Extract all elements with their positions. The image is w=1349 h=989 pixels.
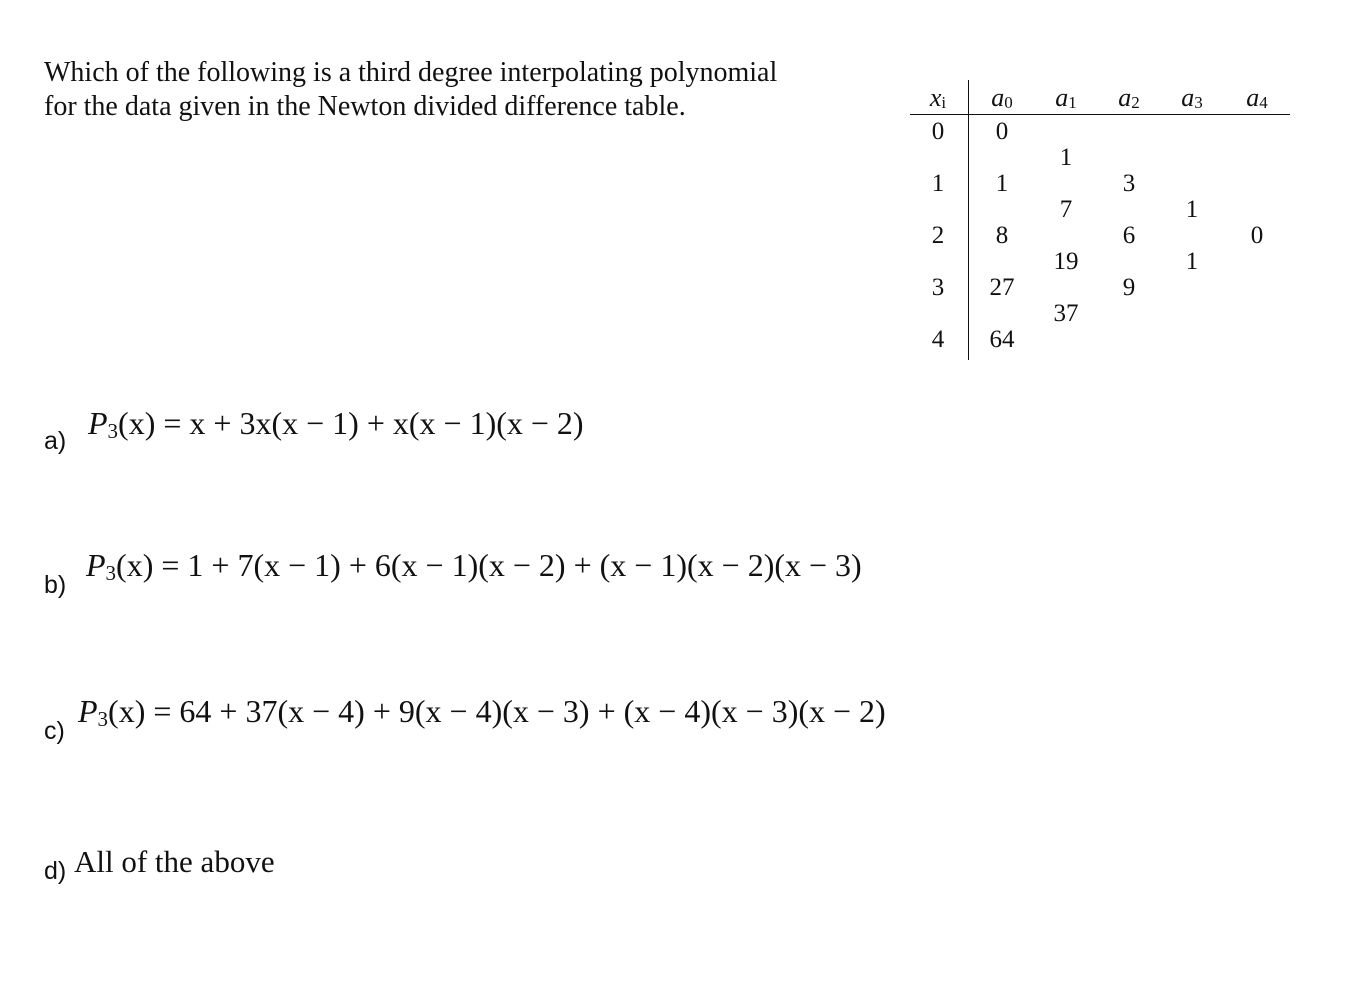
option-a-formula: [88, 404, 584, 446]
a2-cell: 3: [1122, 170, 1136, 197]
option-a-rhs: = x + 3x(x − 1) + x(x − 1)(x − 2): [163, 405, 584, 441]
header-a2-sub: 2: [1131, 93, 1140, 112]
a0-cell: 0: [995, 118, 1009, 145]
header-a0-base: a: [991, 83, 1005, 112]
option-c[interactable]: [44, 692, 1144, 748]
a3-cell: 1: [1185, 248, 1199, 275]
a1-cell: 7: [1059, 196, 1073, 223]
header-x-base: x: [929, 83, 942, 112]
option-a-letter: a): [44, 427, 67, 455]
header-x-i: [930, 83, 946, 116]
option-c-formula: [78, 692, 886, 734]
option-b-lhs-arg: (x): [116, 547, 154, 583]
header-a2-base: a: [1118, 83, 1132, 112]
a0-cell: 27: [989, 274, 1015, 301]
x-cell: 2: [931, 222, 945, 249]
a1-cell: 1: [1059, 144, 1073, 171]
x-cell: 4: [931, 326, 945, 353]
option-b-lhs-base: P: [86, 547, 106, 583]
option-a-lhs-sub: 3: [107, 419, 119, 443]
option-a-lhs-arg: (x): [118, 405, 156, 441]
header-a1: [1055, 83, 1077, 116]
option-d[interactable]: [44, 842, 544, 890]
option-c-rhs: = 64 + 37(x − 4) + 9(x − 4)(x − 3) + (x − 4)(x − 3)(x − 2): [153, 693, 886, 729]
option-c-lhs-arg: (x): [108, 693, 146, 729]
header-a4-sub: 4: [1259, 93, 1268, 112]
option-a-lhs-base: P: [88, 405, 108, 441]
option-c-lhs-base: P: [78, 693, 98, 729]
option-c-letter: c): [44, 717, 65, 745]
header-a1-sub: 1: [1068, 93, 1077, 112]
a1-cell: 37: [1053, 300, 1079, 327]
divided-difference-table: [900, 80, 1320, 380]
a0-cell: 8: [995, 222, 1009, 249]
option-d-text: All of the above: [74, 844, 275, 879]
option-b-rhs: = 1 + 7(x − 1) + 6(x − 1)(x − 2) + (x − 1)(x − 2)(x − 3): [161, 547, 862, 583]
x-cell: 1: [931, 170, 945, 197]
a1-cell: 19: [1053, 248, 1079, 275]
a0-cell: 1: [995, 170, 1009, 197]
question-text: [44, 56, 864, 124]
a3-cell: 1: [1185, 196, 1199, 223]
table-header-rule: [910, 114, 1290, 115]
header-a0: [991, 83, 1013, 116]
question-line-2: for the data given in the Newton divided difference table.: [44, 91, 686, 122]
header-a3-base: a: [1181, 83, 1195, 112]
header-a3-sub: 3: [1194, 93, 1203, 112]
option-c-lhs-sub: 3: [97, 707, 109, 731]
a2-cell: 9: [1122, 274, 1136, 301]
option-b-lhs-sub: 3: [105, 561, 117, 585]
header-x-sub: i: [941, 93, 947, 112]
a2-cell: 6: [1122, 222, 1136, 249]
table-column-rule: [968, 80, 969, 360]
a0-cell: 64: [989, 326, 1015, 353]
question-line-1: Which of the following is a third degree interpolating polynomial: [44, 57, 778, 88]
header-a0-sub: 0: [1004, 93, 1013, 112]
header-a2: [1118, 83, 1140, 116]
option-a[interactable]: [44, 404, 1044, 460]
header-a1-base: a: [1055, 83, 1069, 112]
header-a3: [1181, 83, 1203, 116]
option-b[interactable]: [44, 546, 1144, 602]
x-cell: 0: [931, 118, 945, 145]
x-cell: 3: [931, 274, 945, 301]
header-a4-base: a: [1246, 83, 1260, 112]
header-a4: [1246, 83, 1268, 116]
option-b-letter: b): [44, 571, 67, 599]
a4-cell: 0: [1250, 222, 1264, 249]
option-b-formula: [86, 546, 862, 588]
option-d-letter: d): [44, 857, 67, 885]
